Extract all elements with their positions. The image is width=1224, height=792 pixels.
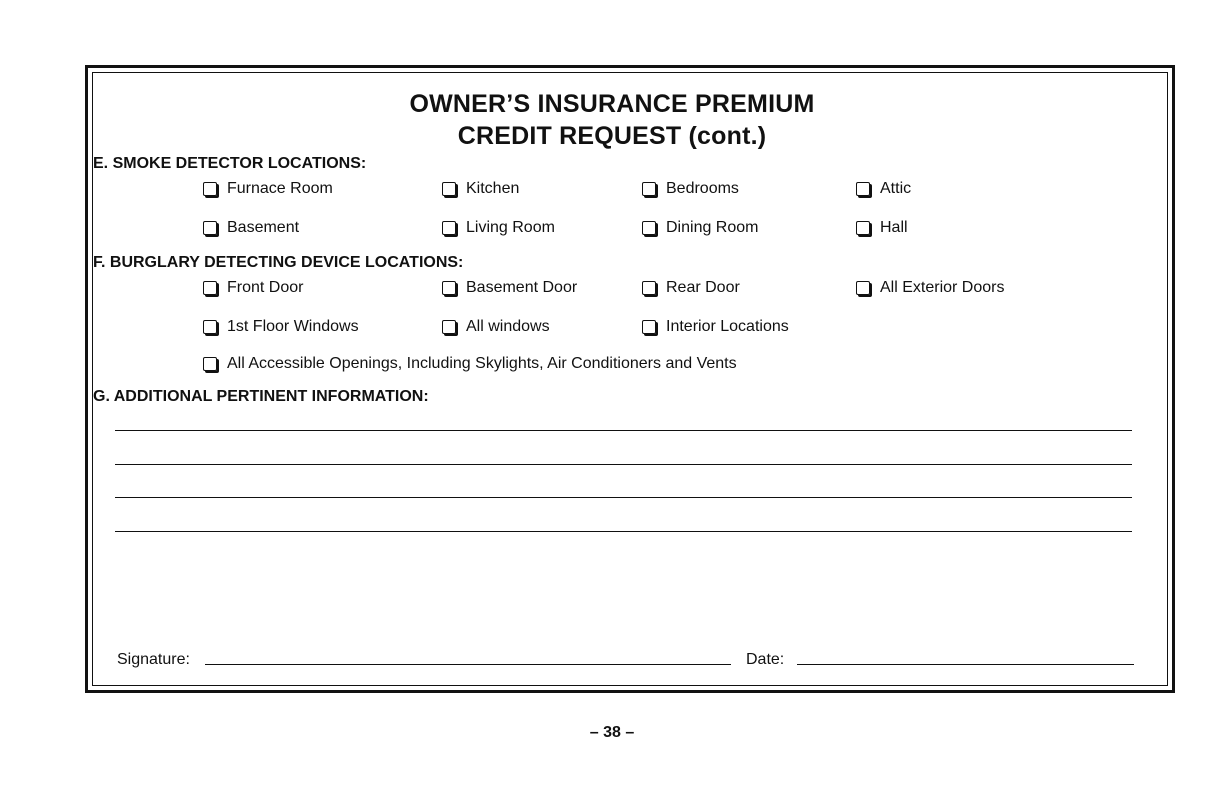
checkbox-1st-floor-windows[interactable]	[203, 318, 359, 336]
checkbox-icon[interactable]	[856, 182, 870, 196]
checkbox-all-accessible-openings[interactable]	[203, 355, 737, 373]
checkbox-interior-locations[interactable]	[642, 318, 789, 336]
checkbox-living-room[interactable]	[442, 219, 555, 237]
checkbox-label: All windows	[466, 318, 550, 335]
checkbox-label: Basement Door	[466, 279, 578, 296]
checkbox-icon[interactable]	[203, 320, 217, 334]
section-g-heading: G. ADDITIONAL PERTINENT INFORMATION:	[93, 388, 429, 405]
checkbox-all-exterior-doors[interactable]	[856, 279, 1004, 297]
checkbox-kitchen[interactable]	[442, 180, 519, 198]
checkbox-all-windows[interactable]	[442, 318, 550, 336]
checkbox-icon[interactable]	[856, 281, 870, 295]
checkbox-furnace-room[interactable]	[203, 180, 333, 198]
checkbox-basement[interactable]	[203, 219, 299, 237]
checkbox-label: Dining Room	[666, 219, 759, 236]
section-e-heading: E. SMOKE DETECTOR LOCATIONS:	[93, 155, 367, 172]
checkbox-label: All Accessible Openings, Including Skylights, Air Conditioners and Vents	[227, 355, 737, 372]
checkbox-label: 1st Floor Windows	[227, 318, 359, 335]
checkbox-label: Furnace Room	[227, 180, 333, 197]
checkbox-icon[interactable]	[442, 281, 456, 295]
date-field[interactable]	[797, 664, 1134, 665]
checkbox-label: Rear Door	[666, 279, 740, 296]
checkbox-icon[interactable]	[203, 182, 217, 196]
checkbox-label: Interior Locations	[666, 318, 789, 335]
checkbox-icon[interactable]	[642, 182, 656, 196]
checkbox-label: Kitchen	[466, 180, 520, 197]
checkbox-rear-door[interactable]	[642, 279, 740, 297]
checkbox-icon[interactable]	[203, 357, 217, 371]
checkbox-icon[interactable]	[203, 281, 217, 295]
checkbox-icon[interactable]	[642, 320, 656, 334]
checkbox-attic[interactable]	[856, 180, 911, 198]
checkbox-icon[interactable]	[442, 182, 456, 196]
checkbox-label: Front Door	[227, 279, 304, 296]
form-title-line-1: OWNER’S INSURANCE PREMIUM	[409, 90, 815, 118]
checkbox-hall[interactable]	[856, 219, 908, 237]
checkbox-icon[interactable]	[642, 221, 656, 235]
checkbox-label: All Exterior Doors	[880, 279, 1005, 296]
checkbox-dining-room[interactable]	[642, 219, 758, 237]
checkbox-icon[interactable]	[856, 221, 870, 235]
checkbox-label: Hall	[880, 219, 908, 236]
checkbox-label: Basement	[227, 219, 300, 236]
checkbox-basement-door[interactable]	[442, 279, 577, 297]
signature-label: Signature:	[117, 651, 190, 668]
checkbox-icon[interactable]	[203, 221, 217, 235]
date-label: Date:	[746, 651, 785, 668]
info-line-4[interactable]	[115, 531, 1132, 532]
form-title-line-2: CREDIT REQUEST (cont.)	[457, 122, 767, 150]
section-f-heading: F. BURGLARY DETECTING DEVICE LOCATIONS:	[93, 254, 464, 271]
checkbox-front-door[interactable]	[203, 279, 303, 297]
checkbox-label: Attic	[880, 180, 912, 197]
checkbox-bedrooms[interactable]	[642, 180, 739, 198]
checkbox-icon[interactable]	[642, 281, 656, 295]
info-line-1[interactable]	[115, 430, 1132, 431]
checkbox-icon[interactable]	[442, 221, 456, 235]
checkbox-icon[interactable]	[442, 320, 456, 334]
checkbox-label: Living Room	[466, 219, 555, 236]
info-line-3[interactable]	[115, 497, 1132, 498]
info-line-2[interactable]	[115, 464, 1132, 465]
signature-field[interactable]	[205, 664, 731, 665]
checkbox-label: Bedrooms	[666, 180, 739, 197]
page-number: – 38 –	[589, 724, 635, 741]
